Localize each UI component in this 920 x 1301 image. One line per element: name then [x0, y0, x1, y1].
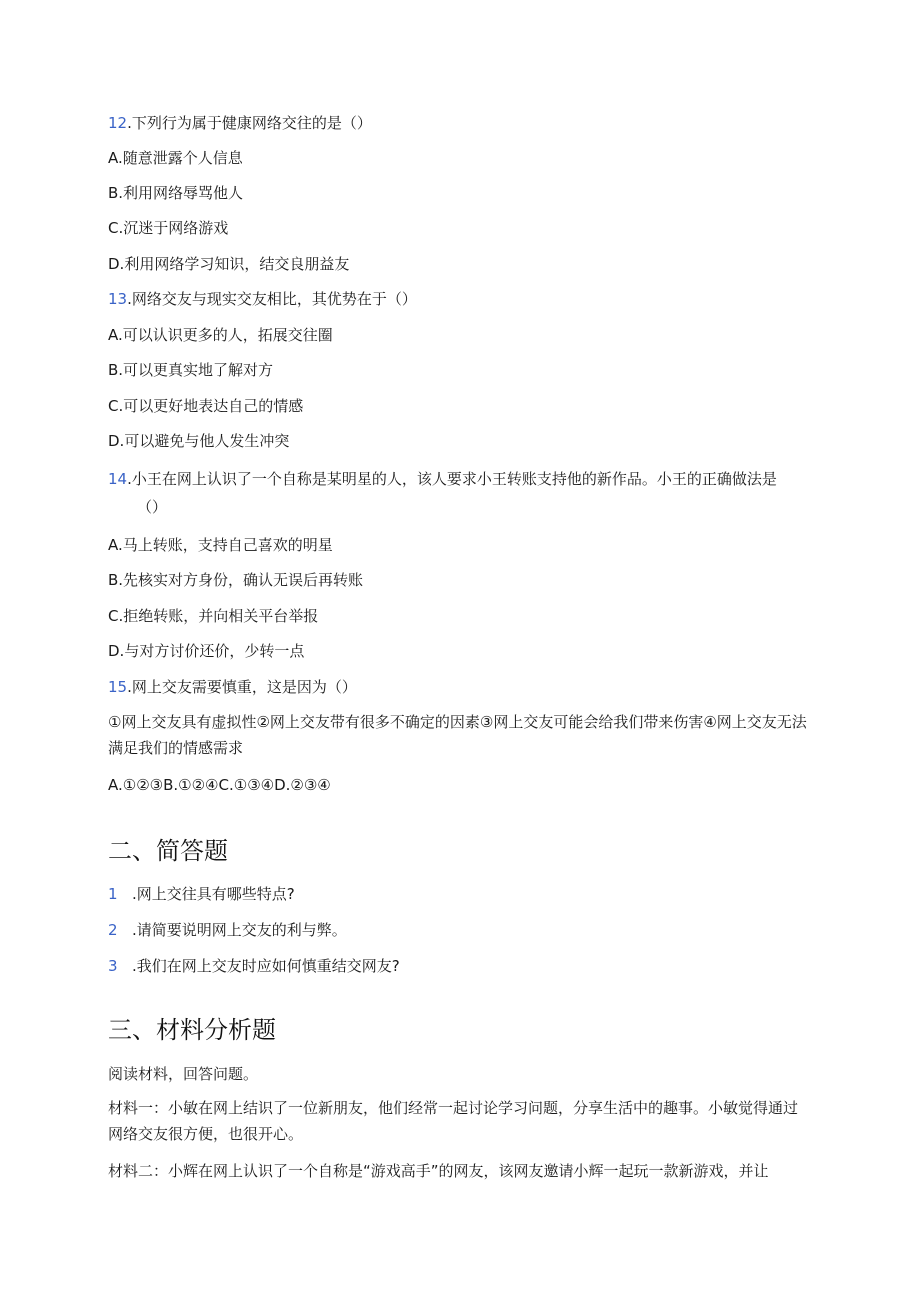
material-1: 材料一：小敏在网上结识了一位新朋友，他们经常一起讨论学习问题，分享生活中的趣事。小敏觉得通过网络交友很方便，也很开心。 [108, 1099, 799, 1143]
option-a: A.可以认识更多的人，拓展交往圈 [108, 326, 333, 344]
question-text: .下列行为属于健康网络交往的是（） [127, 114, 372, 132]
question-text: .小王在网上认识了一个自称是某明星的人，该人要求小王转账支持他的新作品。小王的正确做法是 [127, 470, 777, 488]
short-answer-item [108, 884, 295, 904]
option-b: B.可以更真实地了解对方 [108, 361, 274, 379]
section-3-intro: 阅读材料，回答问题。 [108, 1065, 259, 1083]
option-a: A.马上转账，支持自己喜欢的明星 [108, 536, 333, 554]
section-3-title: 三、材料分析题 [108, 1016, 276, 1044]
question-15-statement: ①网上交友具有虚拟性②网上交友带有很多不确定的因素③网上交友可能会给我们带来伤害④网上交友无法满足我们的情感需求 [108, 713, 807, 757]
short-answer-item [108, 920, 347, 940]
question-14-bracket: （） [137, 498, 168, 516]
material-2: 材料二：小辉在网上认识了一个自称是“游戏高手”的网友，该网友邀请小辉一起玩一款新游戏，并让 [108, 1162, 769, 1180]
question-14 [108, 469, 777, 489]
question-number: 15 [108, 678, 128, 696]
option-b: B.先核实对方身份，确认无误后再转账 [108, 571, 364, 589]
question-number: 14 [108, 470, 128, 488]
item-number: 2 [108, 921, 118, 939]
option-c: C.沉迷于网络游戏 [108, 219, 229, 237]
option-c: C.拒绝转账，并向相关平台举报 [108, 607, 319, 625]
question-text: .网络交友与现实交友相比，其优势在于（） [127, 290, 417, 308]
section-2-title: 二、简答题 [108, 837, 228, 865]
option-a: A.随意泄露个人信息 [108, 149, 243, 167]
option-d: D.可以避免与他人发生冲突 [108, 432, 290, 450]
option-d: D.利用网络学习知识，结交良朋益友 [108, 255, 350, 273]
question-number: 13 [108, 290, 128, 308]
item-text: .我们在网上交友时应如何慎重结交网友? [132, 957, 400, 975]
short-answer-item [108, 956, 400, 976]
option-b: B.利用网络辱骂他人 [108, 184, 244, 202]
item-number: 3 [108, 957, 118, 975]
item-text: .请简要说明网上交友的利与弊。 [132, 921, 347, 939]
option-c: C.可以更好地表达自己的情感 [108, 397, 304, 415]
option-d: D.与对方讨价还价，少转一点 [108, 642, 305, 660]
question-15-options: A.①②③B.①②④C.①③④D.②③④ [108, 776, 331, 794]
question-13 [108, 289, 417, 309]
question-text: .网上交友需要慎重，这是因为（） [127, 678, 357, 696]
item-text: .网上交往具有哪些特点? [132, 885, 295, 903]
question-number: 12 [108, 114, 128, 132]
item-number: 1 [108, 885, 118, 903]
question-15 [108, 677, 357, 697]
question-12 [108, 113, 372, 133]
